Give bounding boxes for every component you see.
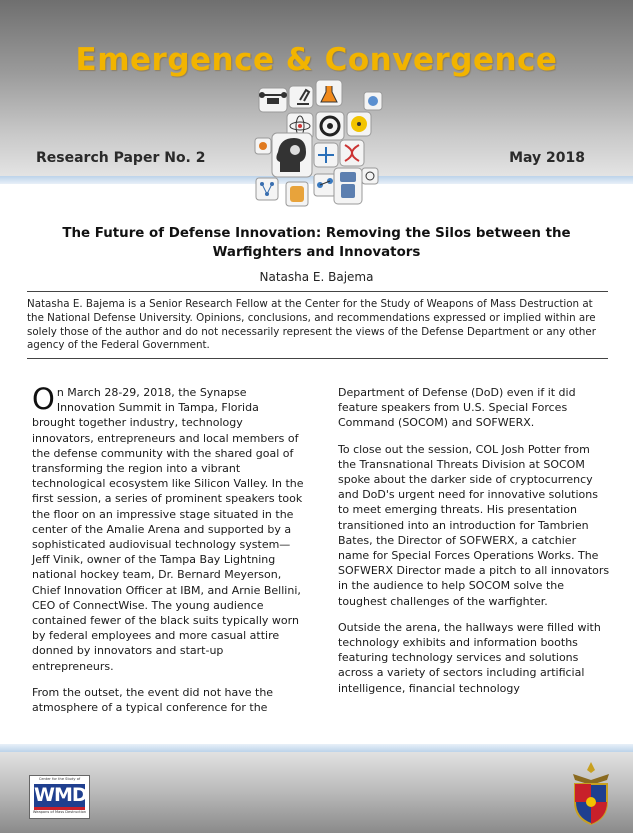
research-paper-number: Research Paper No. 2 — [36, 150, 206, 166]
footer-band — [0, 752, 633, 833]
header-divider-stripe — [0, 176, 633, 184]
author-bio-text: Natasha E. Bajema is a Senior Research Fellow at the Center for the Study of Weapons of Mass Destruction at the National Defense University. Opinions, conclusions, and recommendations expressed or implied within are solely those of the author and do not necessarily represent the views of the Defense Department or any other agency of the Federal Government. — [27, 298, 596, 352]
author-bio-box — [27, 291, 608, 359]
author-name: Natasha E. Bajema — [259, 270, 374, 284]
paragraph — [32, 382, 304, 674]
brain-icon — [286, 182, 308, 206]
paper-title: The Future of Defense Innovation: Removing the Silos between the Warfighters and Innovators — [62, 226, 571, 260]
footer-divider-stripe — [0, 744, 633, 752]
paragraph: Department of Defense (DoD) even if it did feature speakers from U.S. Special Forces Command (SOCOM) and SOFWERX. — [338, 386, 576, 430]
series-title: Emergence & Convergence — [75, 42, 558, 78]
ndu-seal-emblem — [563, 760, 619, 828]
wmd-logo-bottom-text: Weapons of Mass Destruction — [32, 810, 87, 814]
drop-cap: O — [32, 382, 55, 416]
publication-date: May 2018 — [509, 150, 585, 166]
paragraph-text: n March 28-29, 2018, the Synapse Innovation Summit in Tampa, Florida brought together industry, technology innovators, entrepreneurs and local members of the defense community with the shared goal of transforming the region into a vibrant technological ecosystem like Silicon Valley. In the first session, a series of prominent speakers took the floor on an impressive stage situated in the center of the Amalie Arena and supported by a sophisticated audiovisual technology system—Jeff Vinik, owner of the Tampa Bay Lightning national hockey team, Dr. Bernard Meyerson, Chief Innovation Officer at IBM, and Arnie Bellini, CEO of ConnectWise. The young audience contained fewer of the black suits typically worn by federal employees and more casual attire donned by innovators and start-up entrepreneurs. — [32, 386, 304, 673]
paragraph: Outside the arena, the hallways were filled with technology exhibits and information booths featuring technology services and solutions across a variety of sectors including artificial intelligence, financial technology — [338, 620, 601, 695]
paragraph: To close out the session, COL Josh Potter from the Transnational Threats Division at SOCOM spoke about the darker side of cryptocurrency and DoD's urgent need for innovative solutions to meet emerging threats. His presentation transitioned into an introduction for Tambrien Bates, the Director of SOFWERX, a catchier name for Special Forces Operations Works. The SOFWERX Director made a pitch to all innovators in the audience to help SOCOM solve the toughest challenges of the warfighter. — [338, 442, 610, 608]
left-column — [32, 382, 304, 726]
paragraph: From the outset, the event did not have the atmosphere of a typical conference for the — [32, 685, 274, 715]
wmd-logo-top-text: Center for the Study of — [38, 777, 81, 781]
wmd-center-logo — [29, 775, 90, 819]
right-column — [338, 385, 610, 707]
wmd-logo-mark: WMD — [34, 784, 85, 810]
